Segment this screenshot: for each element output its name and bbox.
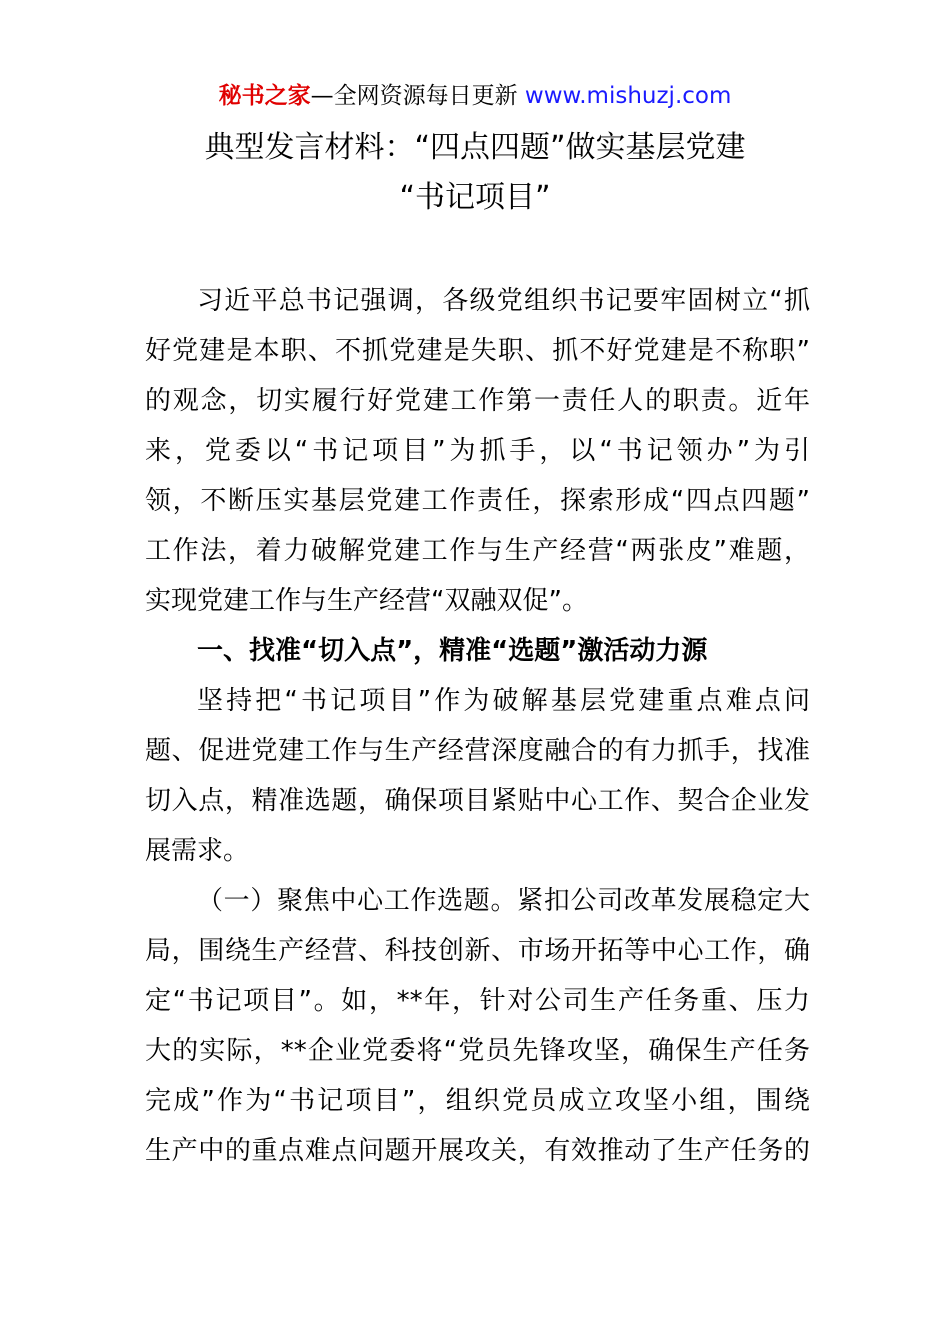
body-line: 切入点，精准选题，确保项目紧贴中心工作、契合企业发 xyxy=(145,786,810,816)
body-line: 来，党委以“书记项目”为抓手，以“书记领办”为引 xyxy=(145,436,810,466)
body-line: 定“书记项目”。如，**年，针对公司生产任务重、压力 xyxy=(145,986,810,1016)
site-header xyxy=(0,80,950,112)
body-line: 领，不断压实基层党建工作责任，探索形成“四点四题” xyxy=(145,486,810,516)
document-body xyxy=(145,276,810,1176)
section-heading: 一、找准“切入点”，精准“选题”激活动力源 xyxy=(197,636,708,666)
body-line: 实现党建工作与生产经营“双融双促”。 xyxy=(145,586,588,616)
body-line: 完成”作为“书记项目”，组织党员成立攻坚小组，围绕 xyxy=(145,1086,810,1116)
site-url: www.mishuzj.com xyxy=(524,83,732,109)
body-line: 大的实际，**企业党委将“党员先锋攻坚，确保生产任务 xyxy=(145,1036,810,1066)
header-tagline: —全网资源每日更新 xyxy=(310,83,525,109)
body-line: （一）聚焦中心工作选题。紧扣公司改革发展稳定大 xyxy=(197,886,810,916)
document-title-line-1: 典型发言材料：“四点四题”做实基层党建 xyxy=(204,130,746,165)
body-line: 展需求。 xyxy=(145,836,250,866)
body-line: 坚持把“书记项目”作为破解基层党建重点难点问 xyxy=(197,686,810,716)
body-line: 工作法，着力破解党建工作与生产经营“两张皮”难题， xyxy=(145,536,810,566)
body-line: 习近平总书记强调，各级党组织书记要牢固树立“抓 xyxy=(197,286,810,316)
body-line: 好党建是本职、不抓党建是失职、抓不好党建是不称职” xyxy=(145,336,810,366)
brand-name: 秘书之家 xyxy=(218,83,311,109)
body-line: 生产中的重点难点问题开展攻关，有效推动了生产任务的 xyxy=(145,1136,810,1166)
body-line: 局，围绕生产经营、科技创新、市场开拓等中心工作，确 xyxy=(145,936,810,966)
body-line: 的观念，切实履行好党建工作第一责任人的职责。近年 xyxy=(145,386,810,416)
body-line: 题、促进党建工作与生产经营深度融合的有力抓手，找准 xyxy=(145,736,810,766)
document-title-line-2: “书记项目” xyxy=(399,180,551,215)
